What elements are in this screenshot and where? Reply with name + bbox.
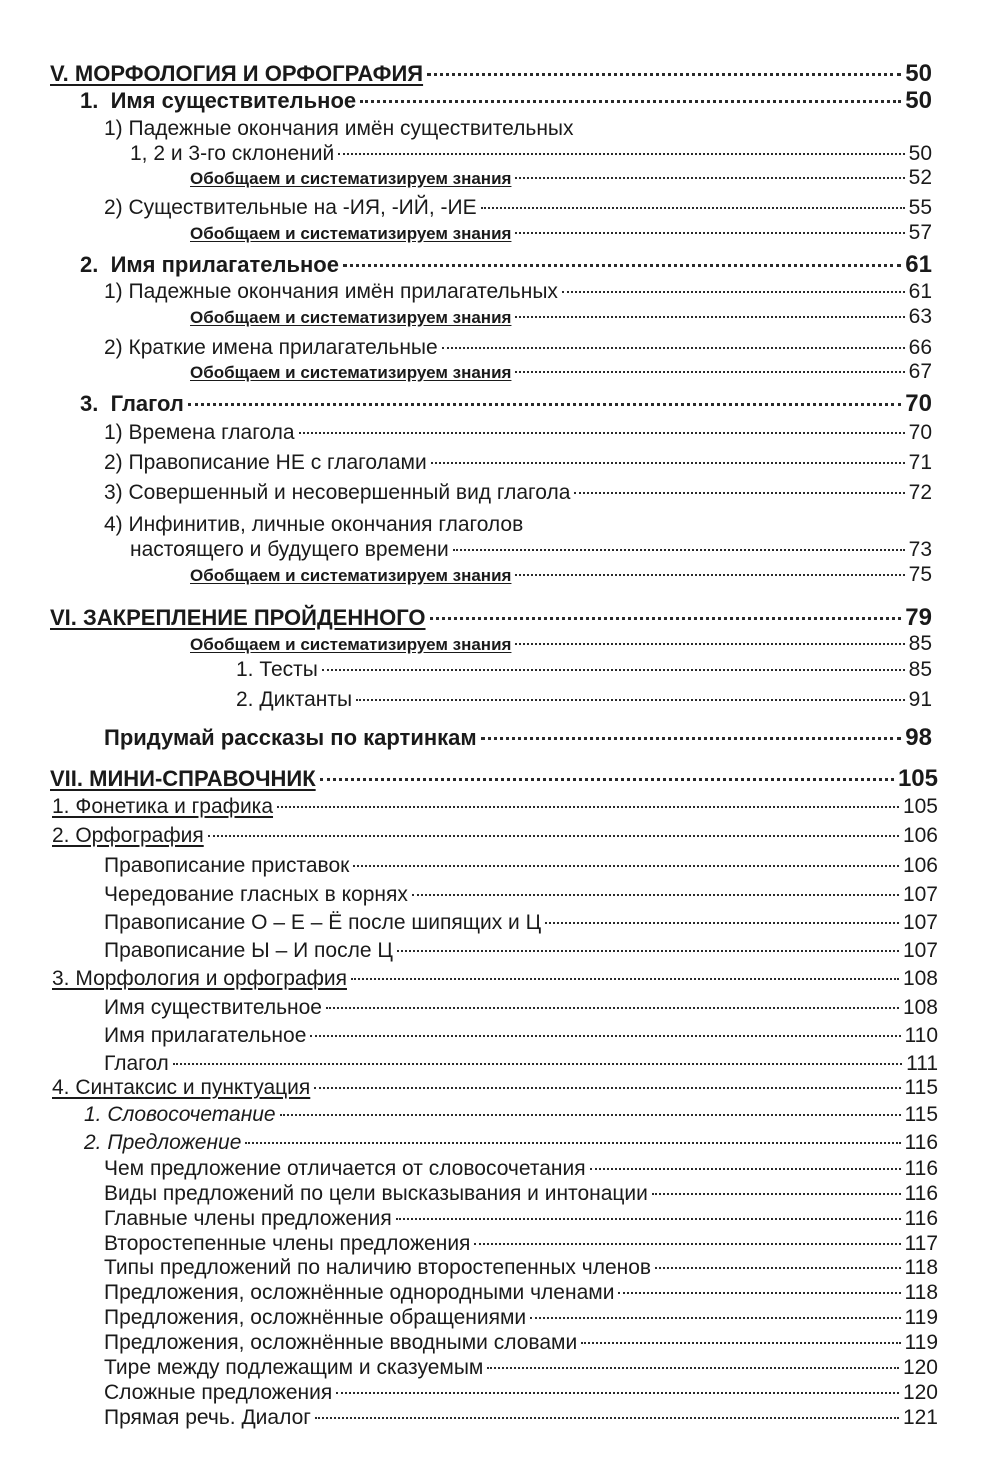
- toc-section-6[interactable]: [50, 604, 932, 632]
- toc-item-title: 1, 2 и 3-го склонений: [130, 142, 335, 165]
- toc-item-o-e-yo[interactable]: [104, 911, 938, 935]
- toc-review-title: Обобщаем и систематизируем знания: [190, 566, 512, 585]
- toc-item-direct-speech[interactable]: [104, 1406, 938, 1430]
- toc-item-complex-sentences[interactable]: [104, 1381, 938, 1405]
- toc-page-number: 50: [908, 142, 932, 165]
- toc-page-number: 50: [905, 60, 932, 87]
- toc-item-short-adj[interactable]: [104, 336, 932, 360]
- dot-leader: [515, 371, 904, 373]
- toc-item-dash[interactable]: [104, 1356, 938, 1380]
- toc-page-number: 116: [904, 1157, 938, 1180]
- toc-item-ref-verb[interactable]: [104, 1052, 938, 1076]
- toc-item-syntax[interactable]: [52, 1076, 938, 1100]
- toc-item-title: Глагол: [104, 1052, 169, 1075]
- dot-leader: [343, 264, 901, 267]
- dot-leader: [356, 699, 905, 701]
- toc-item-title: 1. Фонетика и графика: [52, 795, 274, 818]
- dot-leader: [188, 403, 901, 406]
- toc-page-number: 85: [908, 658, 932, 681]
- toc-page-number: 50: [905, 87, 932, 114]
- dot-leader: [314, 1087, 900, 1089]
- toc-item-sentence-types[interactable]: [104, 1182, 938, 1206]
- toc-item-title: Предложения, осложнённые обращениями: [104, 1306, 527, 1329]
- toc-page-number: 107: [902, 911, 938, 934]
- toc-item-ref-noun[interactable]: [104, 996, 938, 1020]
- toc-page-number: 106: [902, 854, 938, 877]
- toc-item-title: 2) Существительные на -ИЯ, -ИЙ, -ИЕ: [104, 196, 477, 219]
- toc-page-number: 73: [908, 538, 932, 561]
- toc-section-7[interactable]: [50, 765, 938, 793]
- toc-item-title: Сложные предложения: [104, 1381, 333, 1404]
- toc-subsection-title: 3. Глагол: [80, 391, 184, 416]
- toc-item-phrase[interactable]: [84, 1103, 938, 1127]
- toc-page-number: 67: [908, 360, 932, 383]
- dot-leader: [351, 978, 899, 980]
- toc-review-title: Обобщаем и систематизируем знания: [190, 363, 512, 382]
- dot-leader: [396, 1218, 901, 1220]
- toc-item-title: 2. Предложение: [84, 1131, 242, 1154]
- toc-section-title: V. МОРФОЛОГИЯ И ОРФОГРАФИЯ: [50, 61, 424, 86]
- toc-item-orthography[interactable]: [52, 824, 938, 848]
- toc-item-title: Придумай рассказы по картинкам: [104, 725, 477, 750]
- dot-leader: [245, 1142, 900, 1144]
- toc-item-title: 4. Синтаксис и пунктуация: [52, 1076, 311, 1099]
- toc-page-number: 108: [902, 996, 938, 1019]
- toc-page-number: 110: [904, 1024, 938, 1047]
- dot-leader: [590, 1168, 901, 1170]
- toc-item-title: 2. Диктанты: [236, 688, 353, 711]
- toc-item-title: Предложения, осложнённые однородными членами: [104, 1281, 615, 1304]
- dot-leader: [581, 1342, 900, 1344]
- toc-page-number: 120: [902, 1356, 938, 1379]
- dot-leader: [173, 1063, 902, 1065]
- toc-review-title: Обобщаем и систематизируем знания: [190, 224, 512, 243]
- dot-leader: [618, 1292, 900, 1294]
- toc-page-number: 71: [908, 451, 932, 474]
- toc-review-link[interactable]: [190, 632, 932, 656]
- toc-item-appeals[interactable]: [104, 1306, 938, 1330]
- toc-section-title: VI. ЗАКРЕПЛЕНИЕ ПРОЙДЕННОГО: [50, 605, 426, 630]
- toc-item-nouns-iya[interactable]: [104, 196, 932, 220]
- toc-item-title: Чем предложение отличается от словосочетания: [104, 1157, 586, 1180]
- dot-leader: [353, 865, 899, 867]
- toc-page-number: 116: [904, 1182, 938, 1205]
- toc-item-title: 1. Тесты: [236, 658, 318, 681]
- dot-leader: [515, 232, 904, 234]
- dot-leader: [453, 549, 905, 551]
- dot-leader: [655, 1267, 900, 1269]
- dot-leader: [397, 950, 899, 952]
- toc-item-title: Предложения, осложнённые вводными словами: [104, 1331, 578, 1354]
- dot-leader: [530, 1317, 900, 1319]
- toc-review-title: Обобщаем и систематизируем знания: [190, 308, 512, 327]
- toc-page-number: 75: [908, 563, 932, 586]
- dot-leader: [277, 806, 899, 808]
- dot-leader: [487, 1367, 899, 1369]
- toc-item-picture-stories[interactable]: [104, 724, 932, 752]
- toc-page-number: 61: [908, 280, 932, 303]
- toc-page-number: 85: [908, 632, 932, 655]
- toc-item-title: 2. Орфография: [52, 824, 204, 847]
- toc-page-number: 120: [902, 1381, 938, 1404]
- toc-item-title: Прямая речь. Диалог: [104, 1406, 311, 1429]
- toc-item-sentence[interactable]: [84, 1131, 938, 1155]
- toc-item-noun-endings[interactable]: [130, 142, 932, 166]
- toc-review-link[interactable]: [190, 305, 932, 329]
- toc-review-link[interactable]: [190, 360, 932, 384]
- toc-page-number: 111: [906, 1052, 938, 1075]
- toc-page-number: 57: [908, 221, 932, 244]
- dot-leader: [515, 643, 904, 645]
- toc-item-phonetics[interactable]: [52, 795, 938, 819]
- toc-page-number: 105: [902, 795, 938, 818]
- toc-item-title: настоящего и будущего времени: [130, 538, 449, 561]
- toc-item-vowel-alternation[interactable]: [104, 883, 938, 907]
- toc-page-number: 117: [904, 1232, 938, 1255]
- toc-review-title: Обобщаем и систематизируем знания: [190, 169, 512, 188]
- dot-leader: [515, 177, 904, 179]
- toc-item-ref-adjective[interactable]: [104, 1024, 938, 1048]
- dot-leader: [562, 291, 905, 293]
- toc-page-number: 115: [904, 1076, 938, 1099]
- toc-item-title: 2) Краткие имена прилагательные: [104, 336, 438, 359]
- toc-subsection-noun[interactable]: [80, 87, 932, 115]
- toc-item-prefixes[interactable]: [104, 854, 938, 878]
- toc-page-number: 121: [902, 1406, 938, 1429]
- toc-page-number: 116: [904, 1207, 938, 1230]
- dot-leader: [326, 1007, 899, 1009]
- dot-leader: [315, 1417, 899, 1419]
- toc-item-title: 3. Морфология и орфография: [52, 967, 347, 990]
- dot-leader: [481, 737, 902, 740]
- dot-leader: [431, 462, 905, 464]
- toc-item-dictations[interactable]: [236, 688, 932, 712]
- toc-review-link[interactable]: [190, 166, 932, 190]
- dot-leader: [360, 100, 901, 103]
- dot-leader: [280, 1114, 901, 1116]
- toc-page-number: 55: [908, 196, 932, 219]
- toc-item-sentence-kinds[interactable]: [104, 1256, 938, 1280]
- dot-leader: [474, 1243, 900, 1245]
- dot-leader: [322, 669, 905, 671]
- toc-item-title: Правописание О – Е – Ё после шипящих и Ц: [104, 911, 542, 934]
- toc-page-number: 70: [905, 390, 932, 417]
- toc-item-secondary-members[interactable]: [104, 1232, 938, 1256]
- toc-review-link[interactable]: [190, 563, 932, 587]
- toc-item-title: Имя прилагательное: [104, 1024, 307, 1047]
- toc-item-title: 1) Времена глагола: [104, 421, 295, 444]
- toc-subsection-title: 2. Имя прилагательное: [80, 252, 339, 277]
- toc-subsection-title: 1. Имя существительное: [80, 88, 357, 113]
- dot-leader: [299, 432, 905, 434]
- toc-section-5[interactable]: [50, 60, 932, 88]
- toc-item-title: 1. Словосочетание: [84, 1103, 276, 1126]
- toc-item-line[interactable]: 4) Инфинитив, личные окончания глаголов: [104, 513, 524, 536]
- toc-item-title: 3) Совершенный и несовершенный вид глагола: [104, 481, 571, 504]
- dot-leader: [336, 1392, 899, 1394]
- toc-subsection-adjective[interactable]: [80, 251, 932, 279]
- toc-item-morphology[interactable]: [52, 967, 938, 991]
- toc-item-y-i[interactable]: [104, 939, 938, 963]
- toc-page-number: 72: [908, 481, 932, 504]
- toc-item-verb-tenses[interactable]: [104, 421, 932, 445]
- dot-leader: [430, 617, 902, 620]
- toc-item-tests[interactable]: [236, 658, 932, 682]
- toc-page-number: 91: [908, 688, 932, 711]
- toc-item-verb-aspect[interactable]: [104, 481, 932, 505]
- toc-page-number: 106: [902, 824, 938, 847]
- toc-page-number: 79: [905, 604, 932, 631]
- dot-leader: [310, 1035, 900, 1037]
- toc-item-line[interactable]: 1) Падежные окончания имён существительных: [104, 117, 574, 140]
- toc-item-title: Второстепенные члены предложения: [104, 1232, 471, 1255]
- toc-item-title: 1) Падежные окончания имён прилагательных: [104, 280, 558, 303]
- toc-subsection-verb[interactable]: [80, 390, 932, 418]
- toc-page-number: 107: [902, 939, 938, 962]
- toc-item-sentence-vs-phrase[interactable]: [104, 1157, 938, 1181]
- toc-review-title: Обобщаем и систематизируем знания: [190, 635, 512, 654]
- toc-page-number: 108: [902, 967, 938, 990]
- toc-page-number: 52: [908, 166, 932, 189]
- toc-page-number: 107: [902, 883, 938, 906]
- dot-leader: [652, 1193, 901, 1195]
- toc-page-number: 119: [904, 1331, 938, 1354]
- dot-leader: [515, 574, 904, 576]
- toc-page-number: 118: [904, 1256, 938, 1279]
- toc-page-number: 66: [908, 336, 932, 359]
- dot-leader: [515, 316, 904, 318]
- dot-leader: [427, 73, 901, 76]
- toc-item-adj-endings[interactable]: [104, 280, 932, 304]
- toc-page-number: 118: [904, 1281, 938, 1304]
- toc-section-title: VII. МИНИ-СПРАВОЧНИК: [50, 766, 316, 791]
- toc-page-number: 98: [905, 724, 932, 751]
- toc-item-title: 2) Правописание НЕ с глаголами: [104, 451, 427, 474]
- toc-page-number: 63: [908, 305, 932, 328]
- dot-leader: [442, 347, 905, 349]
- dot-leader: [412, 894, 899, 896]
- toc-item-title: Имя существительное: [104, 996, 322, 1019]
- dot-leader: [481, 207, 905, 209]
- dot-leader: [320, 778, 894, 781]
- toc-item-title: Тире между подлежащим и сказуемым: [104, 1356, 484, 1379]
- toc-item-title: Типы предложений по наличию второстепенных членов: [104, 1256, 652, 1279]
- toc-item-homogeneous[interactable]: [104, 1281, 938, 1305]
- dot-leader: [338, 153, 904, 155]
- toc-review-link[interactable]: [190, 221, 932, 245]
- toc-page-number: 119: [904, 1306, 938, 1329]
- toc-item-ne-verbs[interactable]: [104, 451, 932, 475]
- toc-page-number: 61: [905, 251, 932, 278]
- dot-leader: [574, 492, 904, 494]
- toc-item-introductory-words[interactable]: [104, 1331, 938, 1355]
- toc-page-number: 116: [904, 1131, 938, 1154]
- toc-item-title: Виды предложений по цели высказывания и интонации: [104, 1182, 648, 1205]
- toc-item-title: Правописание приставок: [104, 854, 350, 877]
- toc-page-number: 70: [908, 421, 932, 444]
- toc-item-title: Правописание Ы – И после Ц: [104, 939, 393, 962]
- toc-item-infinitive[interactable]: [130, 538, 932, 562]
- toc-page-number: 115: [904, 1103, 938, 1126]
- toc-item-main-members[interactable]: [104, 1207, 938, 1231]
- toc-item-title: Главные члены предложения: [104, 1207, 392, 1230]
- dot-leader: [208, 835, 899, 837]
- toc-item-title: Чередование гласных в корнях: [104, 883, 408, 906]
- dot-leader: [545, 922, 899, 924]
- toc-page-number: 105: [897, 765, 938, 792]
